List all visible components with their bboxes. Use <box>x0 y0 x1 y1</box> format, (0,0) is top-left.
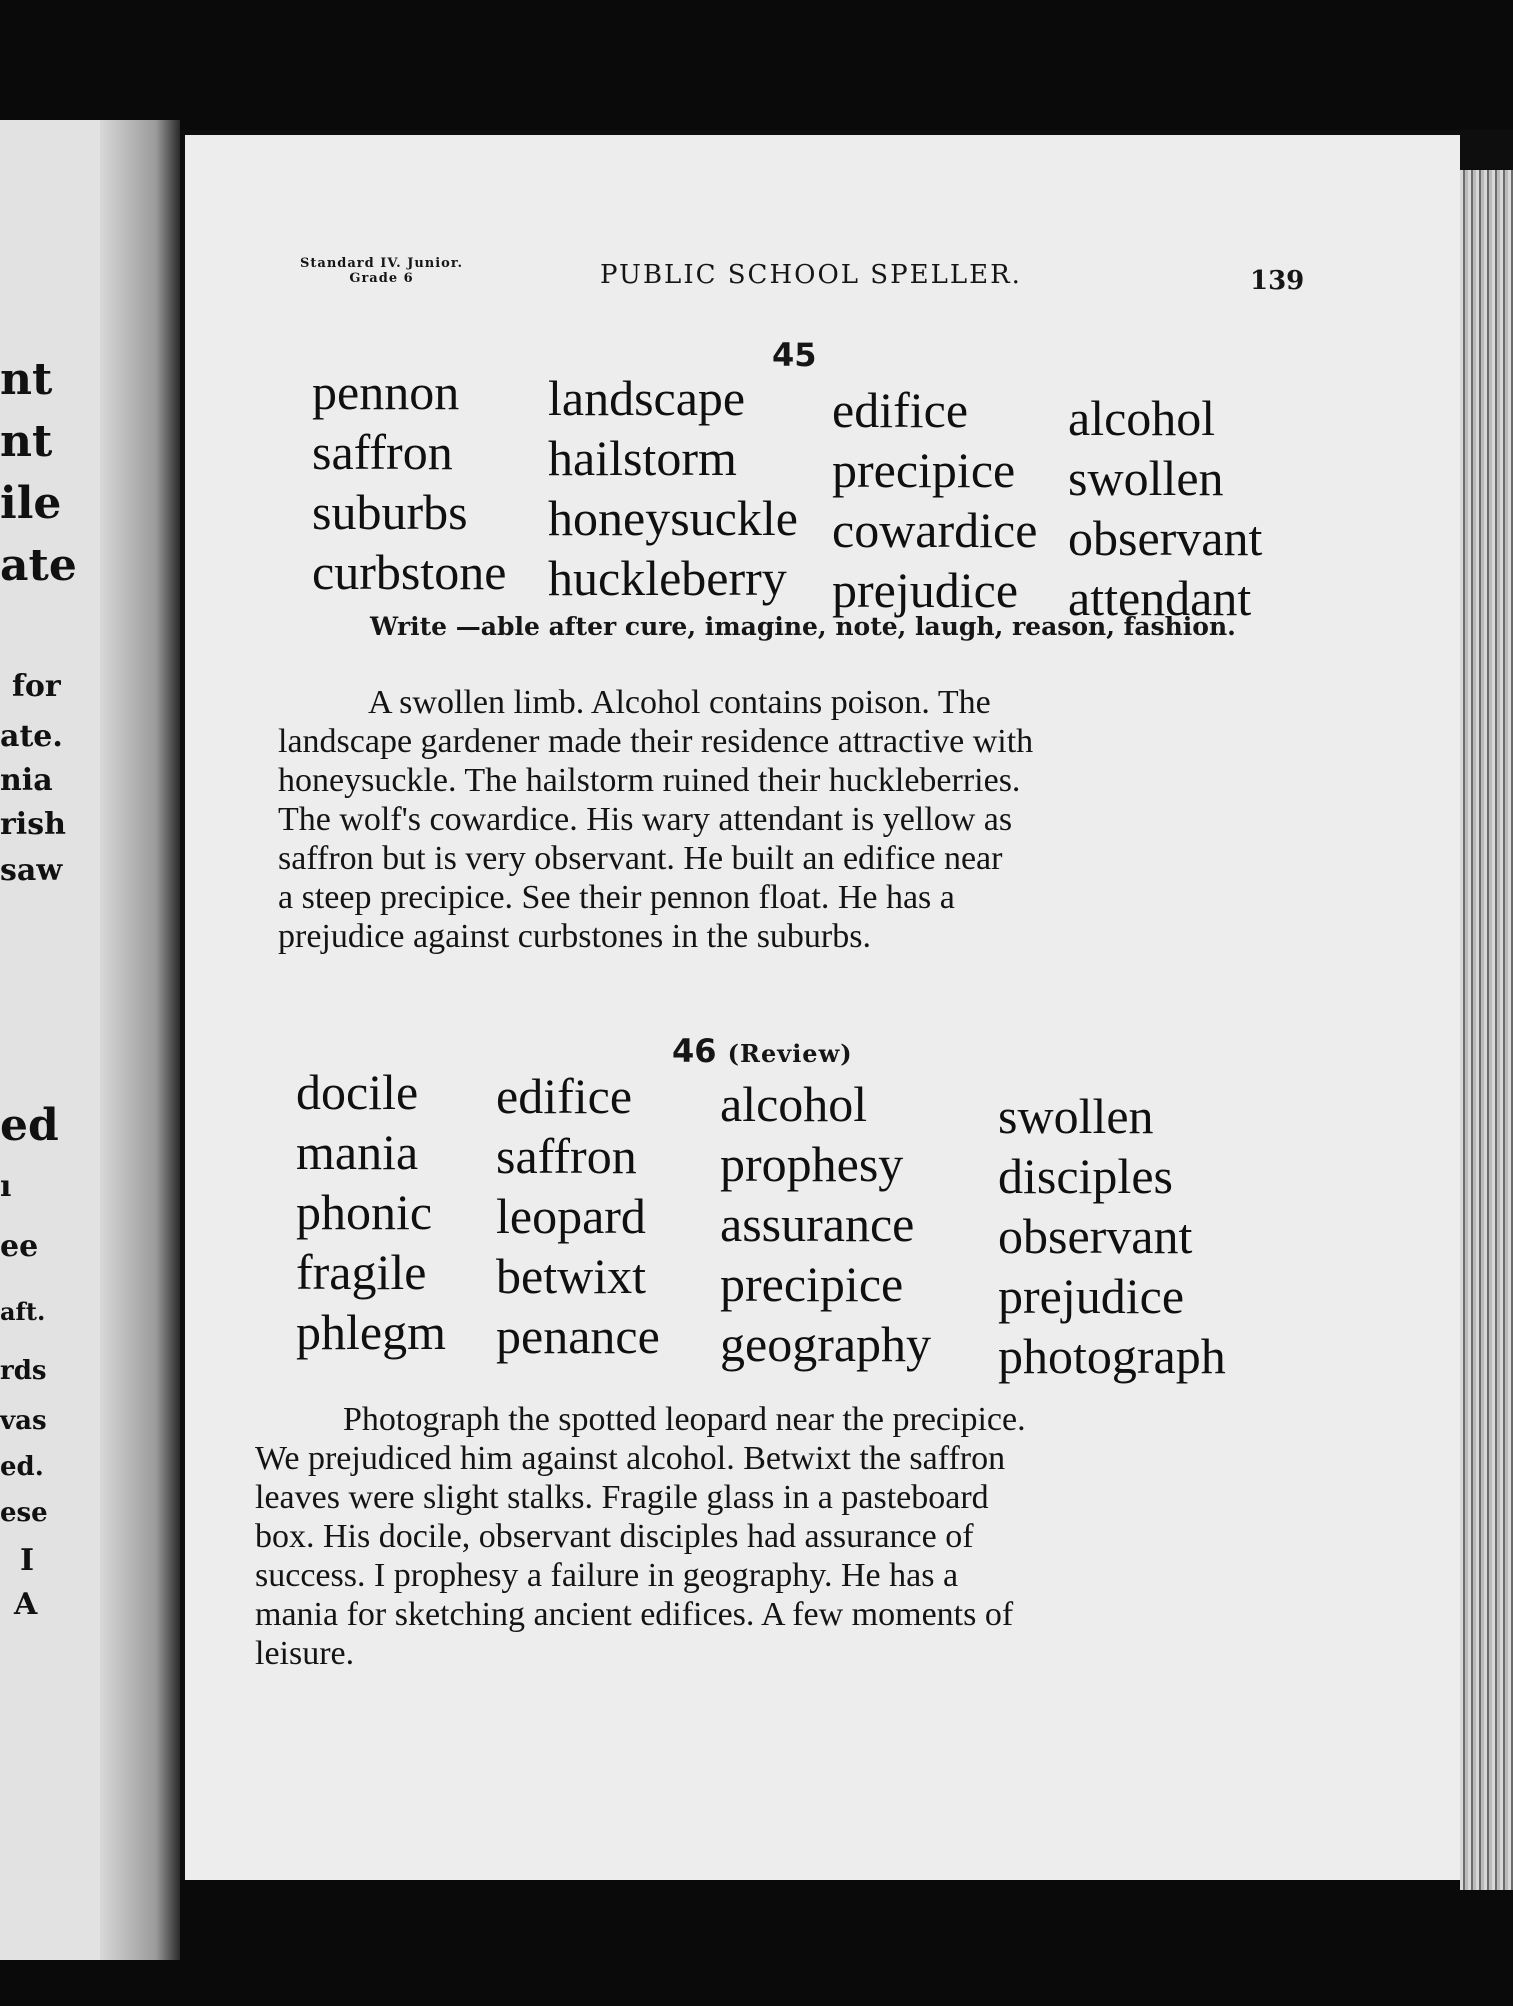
spelling-word: prejudice <box>832 562 1019 618</box>
left-fragment: ı <box>0 1169 12 1204</box>
spelling-word: attendant <box>1068 570 1252 626</box>
spelling-word: alcohol <box>720 1076 868 1132</box>
paragraph-line: We prejudiced him against alcohol. Betwixt the saffron <box>255 1440 1006 1477</box>
spelling-word: betwixt <box>496 1248 646 1304</box>
paragraph-line: box. His docile, observant disciples had assurance of <box>255 1518 974 1555</box>
spelling-word: leopard <box>496 1188 646 1244</box>
spelling-word: cowardice <box>832 502 1038 558</box>
grade-line: Grade 6 <box>349 271 414 286</box>
spelling-word: landscape <box>548 370 746 426</box>
page-number: 139 <box>1250 266 1305 296</box>
spelling-word: precipice <box>832 442 1016 498</box>
spelling-word: curbstone <box>312 544 507 600</box>
paragraph-line: a steep precipice. See their pennon float. He has a <box>278 879 955 916</box>
spelling-word: observant <box>998 1208 1193 1264</box>
paragraph-line: success. I prophesy a failure in geography. He has a <box>255 1557 959 1594</box>
left-fragment: nia <box>0 763 53 798</box>
spelling-word: mania <box>296 1124 419 1180</box>
left-fragment: vas <box>0 1406 47 1436</box>
lesson-number: 45 <box>772 336 817 374</box>
sentence-paragraph-45 <box>278 683 1268 956</box>
spelling-word: disciples <box>998 1148 1173 1204</box>
left-fragment: ee <box>0 1229 39 1264</box>
spelling-word: edifice <box>496 1068 633 1124</box>
word-column <box>496 1066 660 1366</box>
paragraph-line: leisure. <box>255 1635 355 1672</box>
spelling-word: phlegm <box>296 1304 446 1360</box>
paragraph-line: saffron but is very observant. He built an edifice near <box>278 840 1003 877</box>
word-column <box>1068 388 1262 628</box>
spelling-word: prophesy <box>720 1136 904 1192</box>
spelling-word: suburbs <box>312 484 468 540</box>
word-column <box>720 1074 931 1374</box>
scan-border-bottom <box>0 1880 1513 2006</box>
left-fragment: ile <box>0 478 62 529</box>
standard-line: Standard IV. Junior. <box>300 256 464 271</box>
spelling-word: docile <box>296 1064 419 1120</box>
spelling-word: honeysuckle <box>548 490 798 546</box>
spelling-word: phonic <box>296 1184 433 1240</box>
paragraph-line: mania for sketching ancient edifices. A few moments of <box>255 1596 1014 1633</box>
paragraph-line: leaves were slight stalks. Fragile glass in a pasteboard <box>255 1479 989 1516</box>
spelling-word: assurance <box>720 1196 915 1252</box>
left-fragment: ed <box>0 1100 59 1151</box>
left-fragment: ate. <box>0 719 63 754</box>
left-fragment: ed. <box>0 1452 44 1482</box>
left-fragment: for <box>12 669 61 704</box>
paragraph-line: prejudice against curbstones in the suburbs. <box>278 918 871 955</box>
left-fragment: I <box>20 1543 35 1578</box>
book-gutter <box>100 120 180 1960</box>
running-head <box>300 256 1305 316</box>
spelling-word: saffron <box>312 424 453 480</box>
spelling-word: prejudice <box>998 1268 1185 1324</box>
grade-label <box>300 256 463 286</box>
left-fragment: nt <box>0 354 53 405</box>
spelling-word: alcohol <box>1068 390 1216 446</box>
spelling-word: edifice <box>832 382 969 438</box>
spelling-word: observant <box>1068 510 1263 566</box>
sentence-paragraph-46 <box>255 1400 1241 1673</box>
page-edges <box>1460 170 1513 1890</box>
spelling-word: fragile <box>296 1244 427 1300</box>
paragraph-line: A swollen limb. Alcohol contains poison. The <box>368 684 991 721</box>
word-column <box>998 1086 1226 1386</box>
paragraph-line: Photograph the spotted leopard near the precipice. <box>343 1401 1026 1438</box>
word-column <box>312 362 506 602</box>
lesson-label: (Review) <box>727 1039 853 1068</box>
left-fragment: ate <box>0 540 77 591</box>
spelling-word: hailstorm <box>548 430 737 486</box>
left-fragment: aft. <box>0 1297 46 1326</box>
left-fragment: nt <box>0 416 53 467</box>
instruction-text: Write —able after cure, imagine, note, laugh, reason, fashion. <box>370 612 1236 641</box>
book-title: PUBLIC SCHOOL SPELLER. <box>600 260 1022 290</box>
spelling-word: penance <box>496 1308 660 1364</box>
word-column <box>548 368 798 608</box>
paragraph-line: honeysuckle. The hailstorm ruined their huckleberries. <box>278 762 1021 799</box>
spelling-word: precipice <box>720 1256 904 1312</box>
word-column <box>832 380 1037 620</box>
left-fragment: rds <box>0 1356 47 1386</box>
spelling-word: huckleberry <box>548 550 787 606</box>
spelling-word: saffron <box>496 1128 637 1184</box>
scan-border-top <box>0 0 1513 130</box>
left-fragment: rish <box>0 807 66 842</box>
left-fragment: saw <box>0 853 63 888</box>
lesson-number <box>672 1032 853 1070</box>
spelling-word: swollen <box>1068 450 1224 506</box>
paragraph-line: The wolf's cowardice. His wary attendant is yellow as <box>278 801 1013 838</box>
spelling-word: swollen <box>998 1088 1154 1144</box>
lesson-number-value: 46 <box>672 1032 717 1070</box>
left-fragment: A <box>14 1587 38 1622</box>
spelling-word: geography <box>720 1316 932 1372</box>
spelling-word: photograph <box>998 1328 1226 1384</box>
word-column <box>296 1062 446 1362</box>
paragraph-line: landscape gardener made their residence attractive with <box>278 723 1034 760</box>
spelling-word: pennon <box>312 364 460 420</box>
left-fragment: ese <box>0 1498 48 1528</box>
